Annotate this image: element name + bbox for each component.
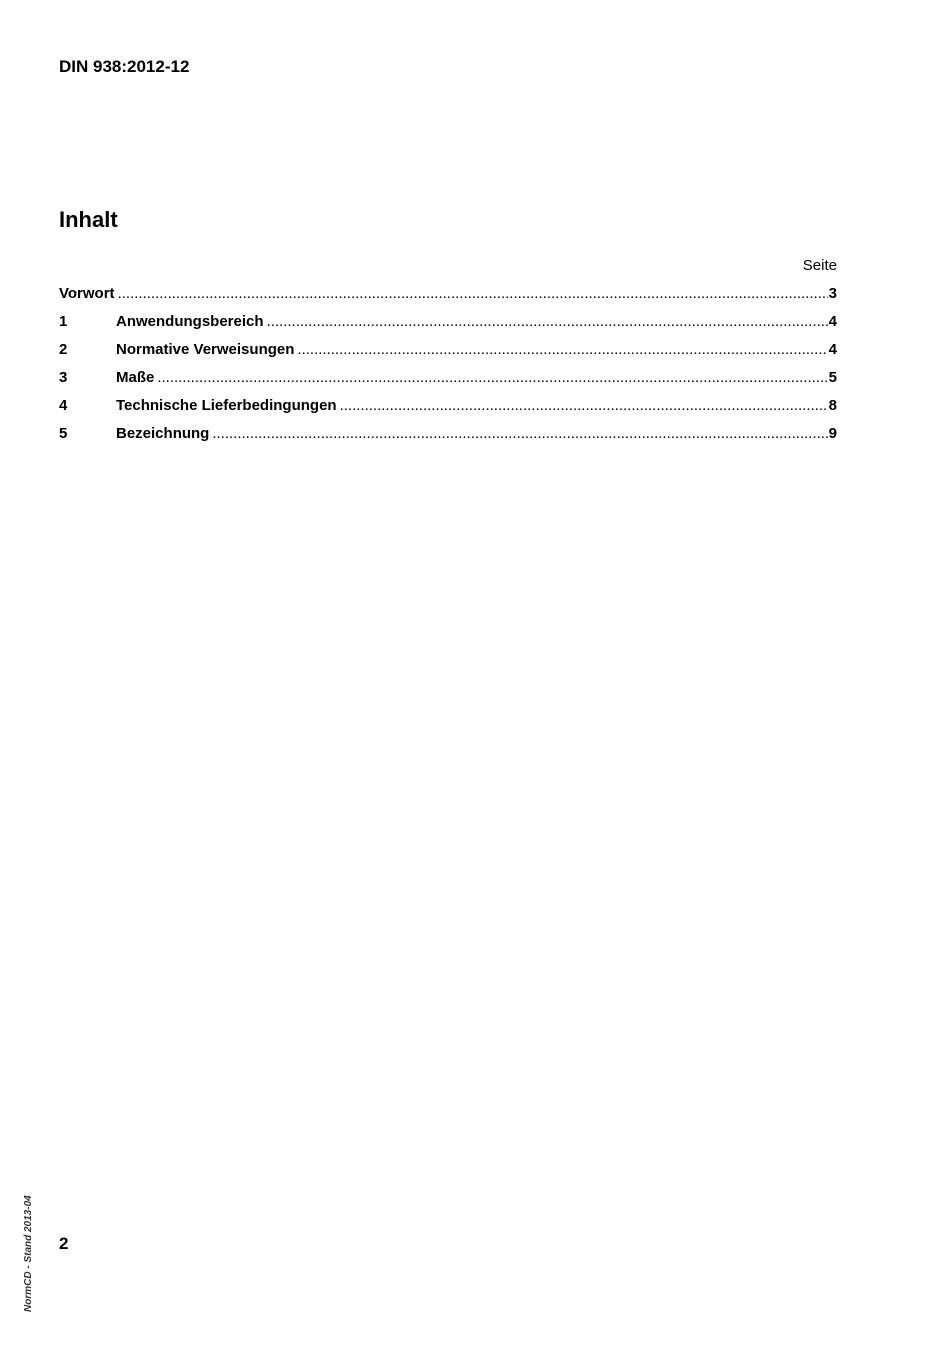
- toc-entry-number: 1: [59, 313, 68, 330]
- toc-entry-page: 8: [828, 397, 837, 414]
- toc-entry-number: 3: [59, 369, 68, 386]
- toc-entry-normative-verweisungen[interactable]: [59, 341, 837, 369]
- toc-entry-label: Anwendungsbereich: [116, 313, 264, 330]
- page-column-label: Seite: [802, 257, 837, 274]
- toc-dot-leader: [118, 285, 828, 303]
- toc-entry-label: Technische Lieferbedingungen: [116, 397, 337, 414]
- toc-entry-label: Maße: [116, 369, 155, 386]
- toc-dot-leader: [212, 425, 827, 443]
- toc-entry-technische-lieferbedingungen[interactable]: [59, 397, 837, 425]
- toc-dot-leader: [157, 369, 827, 387]
- toc-dot-leader: [297, 341, 827, 359]
- toc-entry-label: Bezeichnung: [116, 425, 210, 442]
- toc-entry-number: 2: [59, 341, 68, 358]
- toc-entry-vorwort[interactable]: [59, 285, 837, 313]
- side-watermark-note: NormCD - Stand 2013-04: [23, 1195, 34, 1312]
- toc-dot-leader: [267, 313, 828, 331]
- toc-entry-anwendungsbereich[interactable]: [59, 313, 837, 341]
- toc-entry-page: 4: [828, 341, 837, 358]
- toc-entry-bezeichnung[interactable]: [59, 425, 837, 453]
- toc-entry-page: 3: [828, 285, 837, 302]
- toc-title: Inhalt: [59, 207, 118, 232]
- page-number: 2: [59, 1234, 69, 1253]
- toc-entry-number: 4: [59, 397, 68, 414]
- toc-entry-page: 5: [828, 369, 837, 386]
- toc-entry-label: Vorwort: [59, 285, 115, 302]
- toc-entry-masse[interactable]: [59, 369, 837, 397]
- toc-entry-page: 9: [828, 425, 837, 442]
- toc-dot-leader: [340, 397, 828, 415]
- toc-entry-label: Normative Verweisungen: [116, 341, 295, 358]
- document-id: DIN 938:2012-12: [59, 57, 190, 76]
- toc-entry-number: 5: [59, 425, 68, 442]
- table-of-contents: [59, 285, 837, 453]
- toc-entry-page: 4: [828, 313, 837, 330]
